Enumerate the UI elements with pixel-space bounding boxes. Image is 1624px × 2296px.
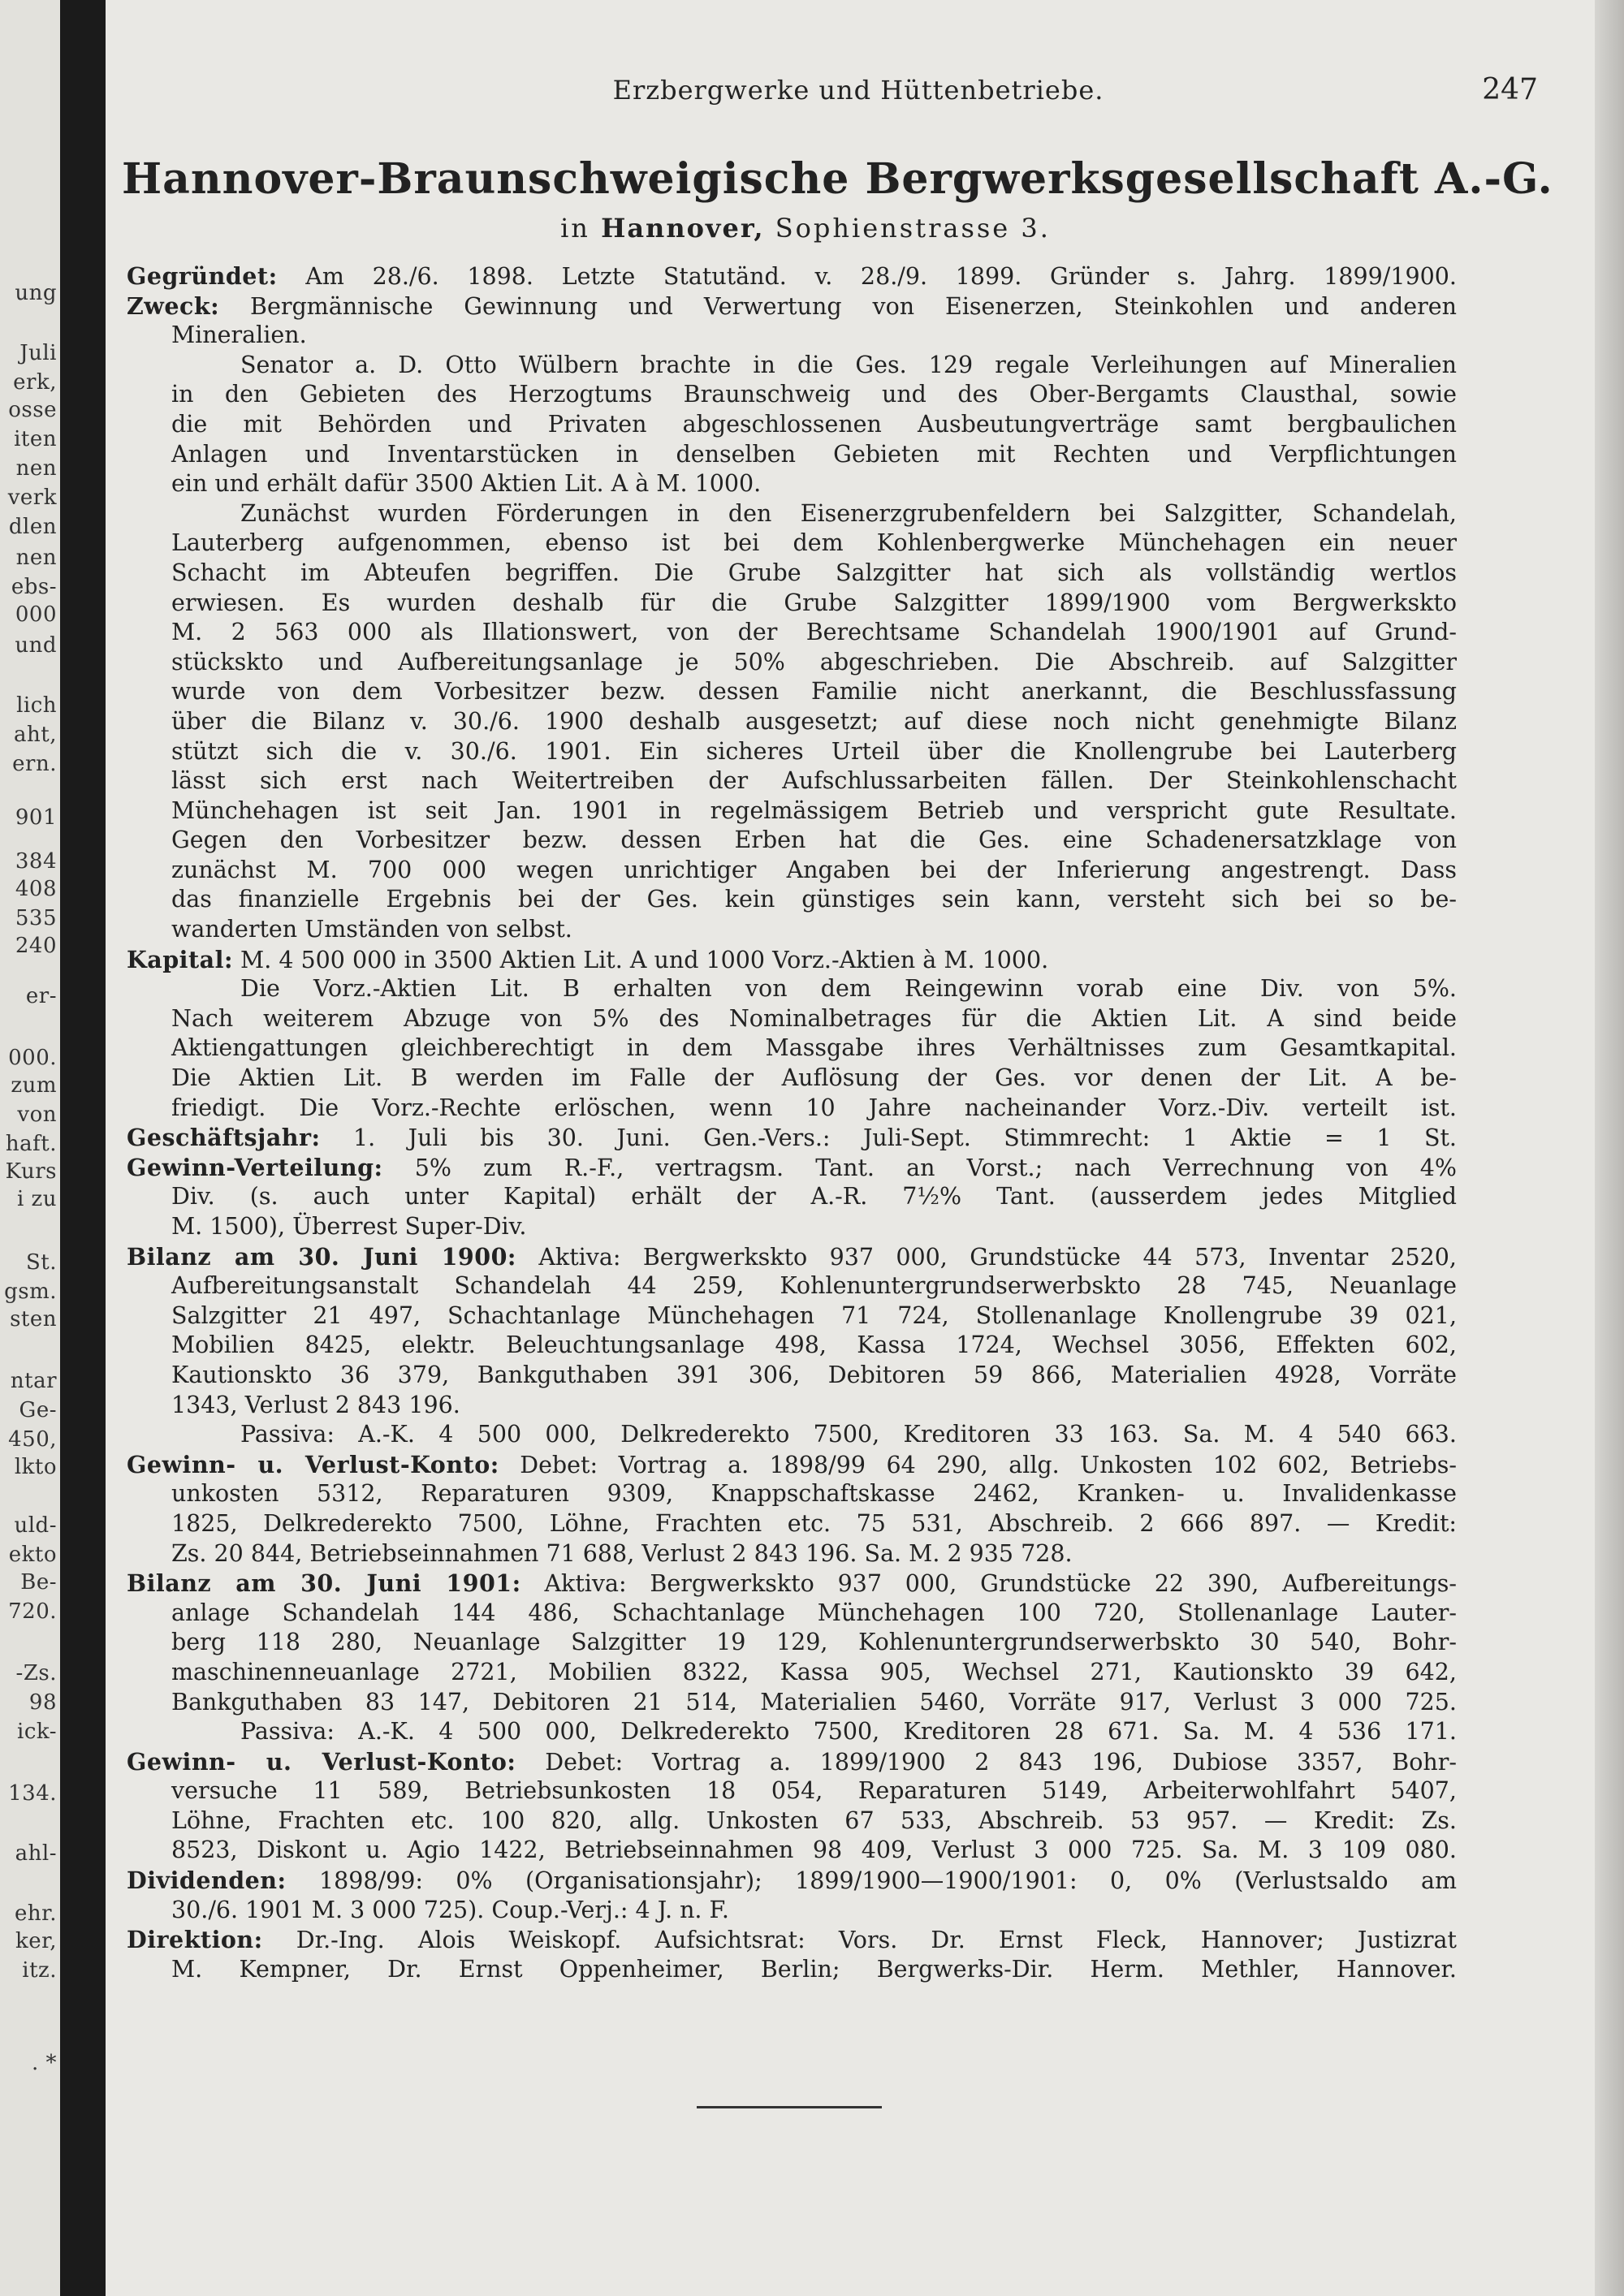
margin-fragment: Kurs [5,1159,57,1184]
line-text: Gegen den Vorbesitzer bezw. dessen Erben hat die Ges. eine Schadenersatzklage von [171,826,1457,854]
text-line [127,618,1457,648]
margin-fragment: ern. [12,752,57,776]
line-text: Lauterberg aufgenommen, ebenso ist bei dem Kohlenbergwerke Münchehagen ein neuer [171,529,1457,557]
line-text: erwiesen. Es wurden deshalb für die Grube Salzgitter 1899/1900 vom Bergwerkskto [171,589,1457,616]
line-text: Debet: Vortrag a. 1898/99 64 290, allg. Unkosten 102 602, Betriebs- [499,1451,1457,1478]
margin-fragment: ehr. [15,1901,57,1926]
line-text: zunächst M. 700 000 wegen unrichtiger Angaben bei der Inferierung angestrengt. Dass [171,856,1457,883]
line-text: stützt sich die v. 30./6. 1901. Ein sicheres Urteil über die Knollengrube bei Lauterberg [171,737,1457,765]
line-text: die mit Behörden und Privaten abgeschlossenen Ausbeutungverträge samt bergbaulichen [171,410,1457,438]
margin-fragment: 000. [8,1046,57,1070]
line-text: lässt sich erst nach Weitertreiben der Aufschlussarbeiten fällen. Der Steinkohlenschacht [171,767,1457,795]
margin-fragment: ahl- [15,1841,57,1866]
margin-fragment: zum [11,1073,57,1098]
text-line [127,1479,1457,1509]
text-line [127,1925,1457,1955]
text-line [127,737,1457,767]
text-line [127,1331,1457,1361]
line-text: berg 118 280, Neuanlage Salzgitter 19 129, Kohlenuntergrundserwerbskto 30 540, Bohr- [171,1629,1457,1656]
text-line [127,1242,1457,1272]
margin-fragment: ick- [17,1720,57,1744]
text-line [127,1034,1457,1064]
line-text: 30./6. 1901 M. 3 000 725). Coup.-Verj.: 4 J. n. F. [171,1896,729,1923]
line-text: Am 28./6. 1898. Letzte Statutänd. v. 28./9. 1899. Gründer s. Jahrg. 1899/1900. [277,263,1457,290]
text-line [127,1361,1457,1391]
entry-body [127,261,1457,1984]
margin-fragment: uld- [14,1513,57,1538]
line-text: ein und erhält dafür 3500 Aktien Lit. A à M. 1000. [171,470,762,498]
line-text: Debet: Vortrag a. 1899/1900 2 843 196, Dubiose 3357, Bohr- [516,1748,1457,1776]
text-line [127,380,1457,410]
margin-fragment: 240 [15,934,57,958]
text-line [127,1301,1457,1331]
margin-fragment: osse [8,398,57,422]
margin-fragment: ebs- [11,575,57,599]
text-line [127,589,1457,619]
line-text: friedigt. Die Vorz.-Rechte erlöschen, wenn 10 Jahre nacheinander Vorz.-Div. verteilt ist. [171,1094,1457,1121]
margin-fragment: ekto [8,1543,57,1567]
line-text: 5% zum R.-F., vertragsm. Tant. an Vorst.; nach Verrechnung von 4% [382,1154,1457,1181]
line-text: Die Vorz.-Aktien Lit. B erhalten von dem Reingewinn vorab eine Div. von 5%. [240,975,1457,1003]
line-text: Bankguthaben 83 147, Debitoren 21 514, Materialien 5460, Vorräte 917, Verlust 3 000 725. [171,1688,1457,1716]
margin-fragment: erk, [13,370,57,395]
text-line [127,856,1457,886]
margin-fragment: i zu [16,1187,57,1211]
book-binding-shadow [60,0,106,2296]
company-name: Hannover-Braunschweigische Bergwerksgesellschaft A.-G. [122,154,1553,204]
field-label: Gegründet: [127,262,278,290]
text-line [127,291,1457,322]
text-line [127,1450,1457,1480]
line-text: Münchehagen ist seit Jan. 1901 in regelmässigem Betrieb und verspricht gute Resultate. [171,796,1457,824]
text-line [127,351,1457,381]
page-number: 247 [1482,73,1538,106]
text-line [127,826,1457,856]
text-line [127,321,1457,351]
margin-fragment: haft. [5,1132,57,1156]
text-line [127,410,1457,440]
line-text: Div. (s. auch unter Kapital) erhält der A.-R. 7½% Tant. (ausserdem jedes Mitglied [171,1183,1457,1211]
field-label: Gewinn-Verteilung: [127,1153,383,1181]
margin-fragment: lich [16,693,57,718]
field-label: Gewinn- u. Verlust-Konto: [127,1450,499,1478]
company-location [122,213,1489,244]
margin-fragment: er- [25,984,57,1008]
text-line [127,1420,1457,1450]
text-line [127,1271,1457,1301]
margin-fragment: ung [15,281,57,305]
margin-fragment: itz. [22,1958,57,1983]
location-prefix: in [560,213,590,244]
margin-fragment: . * [31,2051,57,2075]
field-label: Zweck: [127,291,220,320]
line-text: Mobilien 8425, elektr. Beleuchtungsanlage 498, Kassa 1724, Wechsel 3056, Effekten 602, [171,1331,1457,1359]
text-line [127,796,1457,826]
text-line [127,1866,1457,1896]
margin-fragment: nen [15,546,57,570]
line-text: maschinenneuanlage 2721, Mobilien 8322, Kassa 905, Wechsel 271, Kautionskto 39 642, [171,1658,1457,1685]
location-city: Hannover, [601,213,765,244]
text-line [127,1123,1457,1153]
line-text: wurde von dem Vorbesitzer bezw. dessen Familie nicht anerkannt, die Beschlussfassung [171,678,1457,706]
text-line [127,1509,1457,1539]
line-text: Aktiengattungen gleichberechtigt in dem Massgabe ihres Verhältnisses zum Gesamtkapital. [171,1034,1457,1062]
running-header [122,75,1595,110]
line-text: über die Bilanz v. 30./6. 1900 deshalb ausgesetzt; auf diese noch nicht genehmigte Bilanz [171,707,1457,735]
text-line [127,1628,1457,1658]
text-line [127,1688,1457,1718]
section-title: Erzbergwerke und Hüttenbetriebe. [612,75,1104,106]
line-text: in den Gebieten des Herzogtums Braunschweig und des Ober-Bergamts Clausthal, sowie [171,381,1457,408]
margin-fragment: 134. [8,1781,57,1806]
margin-fragment: nen [15,456,57,481]
line-text: Löhne, Frachten etc. 100 820, allg. Unkosten 67 533, Abschreib. 53 957. — Kredit: Zs. [171,1806,1457,1834]
line-text: Aufbereitungsanstalt Schandelah 44 259, Kohlenuntergrundserwerbskto 28 745, Neuanlage [171,1272,1457,1300]
text-line [127,261,1457,291]
closing-rule [697,2106,882,2108]
margin-fragment: Be- [20,1570,57,1595]
field-label: Gewinn- u. Verlust-Konto: [127,1747,516,1776]
field-label: Dividenden: [127,1867,287,1895]
line-text: 1343, Verlust 2 843 196. [171,1391,460,1418]
text-line [127,1658,1457,1688]
line-text: das finanzielle Ergebnis bei der Ges. kein günstiges sein kann, versteht sich bei so be- [171,886,1457,913]
page-edge [1595,0,1624,2296]
line-text: Senator a. D. Otto Wülbern brachte in die Ges. 129 regale Verleihungen auf Mineralien [240,351,1457,378]
margin-fragment: 720. [8,1599,57,1624]
line-text: Aktiva: Bergwerkskto 937 000, Grundstücke 22 390, Aufbereitungs- [520,1570,1457,1598]
text-line [127,707,1457,737]
margin-fragment: 000 [15,602,57,627]
text-line [127,1391,1457,1421]
line-text: M. 2 563 000 als Illationswert, von der Berechtsame Schandelah 1900/1901 auf Grund- [171,619,1457,646]
field-label: Geschäftsjahr: [127,1124,321,1152]
text-line [127,1539,1457,1569]
page-content [122,0,1595,2296]
margin-fragment: Juli [19,341,57,365]
adjacent-page-margin [0,0,60,2296]
margin-fragment: iten [14,427,57,451]
text-line [127,648,1457,678]
margin-fragment: 408 [15,877,57,901]
line-text: M. 4 500 000 in 3500 Aktien Lit. A und 1000 Vorz.-Aktien à M. 1000. [232,946,1049,973]
line-text: Anlagen und Inventarstücken in denselben Gebieten mit Rechten und Verpflichtungen [171,440,1457,468]
field-label: Bilanz am 30. Juni 1901: [127,1569,521,1598]
text-line [127,1955,1457,1985]
field-label: Kapital: [127,945,233,973]
line-text: Aktiva: Bergwerkskto 937 000, Grundstücke 44 573, Inventar 2520, [516,1243,1457,1271]
text-line [127,677,1457,707]
text-line [127,1004,1457,1034]
margin-fragment: 384 [15,849,57,874]
text-line [127,529,1457,559]
line-text: Kautionskto 36 379, Bankguthaben 391 306, Debitoren 59 866, Materialien 4928, Vorräte [171,1361,1457,1388]
text-line [127,1064,1457,1094]
margin-fragment: ntar [10,1369,57,1393]
line-text: unkosten 5312, Reparaturen 9309, Knappschaftskasse 2462, Kranken- u. Invalidenkasse [171,1480,1457,1508]
text-line [127,1094,1457,1124]
line-text: Salzgitter 21 497, Schachtanlage Münchehagen 71 724, Stollenanlage Knollengrube 39 021, [171,1301,1457,1329]
text-line [127,1747,1457,1777]
field-label: Bilanz am 30. Juni 1900: [127,1242,516,1271]
text-line [127,1212,1457,1242]
text-line [127,1896,1457,1926]
line-text: 1. Juli bis 30. Juni. Gen.-Vers.: Juli-Sept. Stimmrecht: 1 Aktie = 1 St. [320,1124,1457,1152]
text-line [127,1717,1457,1747]
text-line [127,1599,1457,1629]
text-line [127,1569,1457,1599]
field-label: Direktion: [127,1926,263,1954]
text-line [127,1836,1457,1866]
margin-fragment: sten [10,1307,57,1331]
line-text: 1898/99: 0% (Organisationsjahr); 1899/1900—1900/1901: 0, 0% (Verlustsaldo am [286,1867,1457,1895]
margin-fragment: 901 [15,805,57,830]
margin-fragment: verk [7,486,57,510]
margin-fragment: -Zs. [15,1661,57,1685]
text-line [127,1182,1457,1212]
text-line [127,1776,1457,1806]
text-line [127,1153,1457,1183]
line-text: Die Aktien Lit. B werden im Falle der Auflösung der Ges. vor denen der Lit. A be- [171,1064,1457,1092]
margin-fragment: Ge- [19,1398,57,1422]
margin-fragment: und [15,633,57,658]
text-line [127,469,1457,499]
line-text: Nach weiterem Abzuge von 5% des Nominalbetrages für die Aktien Lit. A sind beide [171,1004,1457,1032]
margin-fragment: 450, [8,1427,57,1452]
margin-fragment: gsm. [4,1280,57,1304]
text-line [127,559,1457,589]
location-address: Sophienstrasse 3. [775,213,1051,244]
line-text: Dr.-Ing. Alois Weiskopf. Aufsichtsrat: Vors. Dr. Ernst Fleck, Hannover; Justizrat [262,1927,1457,1954]
line-text: Zunächst wurden Förderungen in den Eisenerzgrubenfeldern bei Salzgitter, Schandelah, [240,499,1457,527]
margin-fragment: 535 [15,906,57,930]
margin-fragment: von [17,1103,57,1127]
line-text: Schacht im Abteufen begriffen. Die Grube Salzgitter hat sich als vollständig wertlos [171,559,1457,586]
line-text: versuche 11 589, Betriebsunkosten 18 054, Reparaturen 5149, Arbeiterwohlfahrt 5407, [171,1777,1457,1805]
line-text: M. 1500), Überrest Super-Div. [171,1213,527,1240]
text-line [127,766,1457,796]
margin-fragment: 98 [28,1690,57,1715]
text-line [127,440,1457,470]
line-text: Passiva: A.-K. 4 500 000, Delkrederekto 7500, Kreditoren 33 163. Sa. M. 4 540 663. [240,1421,1457,1448]
text-line [127,499,1457,529]
line-text: anlage Schandelah 144 486, Schachtanlage Münchehagen 100 720, Stollenanlage Lauter- [171,1599,1457,1626]
text-line [127,915,1457,945]
line-text: stückskto und Aufbereitungsanlage je 50% abgeschrieben. Die Abschreib. auf Salzgitter [171,648,1457,675]
line-text: Passiva: A.-K. 4 500 000, Delkrederekto 7500, Kreditoren 28 671. Sa. M. 4 536 171. [240,1718,1457,1746]
margin-fragment: dlen [8,515,57,539]
line-text: Bergmännische Gewinnung und Verwertung von Eisenerzen, Steinkohlen und anderen [219,292,1457,320]
line-text: Zs. 20 844, Betriebseinnahmen 71 688, Verlust 2 843 196. Sa. M. 2 935 728. [171,1539,1073,1567]
text-line [127,945,1457,975]
margin-fragment: lkto [14,1455,57,1479]
margin-fragment: St. [25,1250,57,1275]
margin-fragment: aht, [14,723,57,747]
line-text: M. Kempner, Dr. Ernst Oppenheimer, Berlin; Bergwerks-Dir. Herm. Methler, Hannover. [171,1955,1457,1983]
line-text: 1825, Delkrederekto 7500, Löhne, Frachten etc. 75 531, Abschreib. 2 666 897. — Kredit: [171,1509,1457,1537]
line-text: wanderten Umständen von selbst. [171,916,572,943]
text-line [127,885,1457,915]
line-text: Mineralien. [171,322,307,349]
margin-fragment: ker, [15,1929,57,1953]
text-line [127,974,1457,1004]
text-line [127,1806,1457,1836]
line-text: 8523, Diskont u. Agio 1422, Betriebseinnahmen 98 409, Verlust 3 000 725. Sa. M. 3 109 080. [171,1836,1457,1864]
